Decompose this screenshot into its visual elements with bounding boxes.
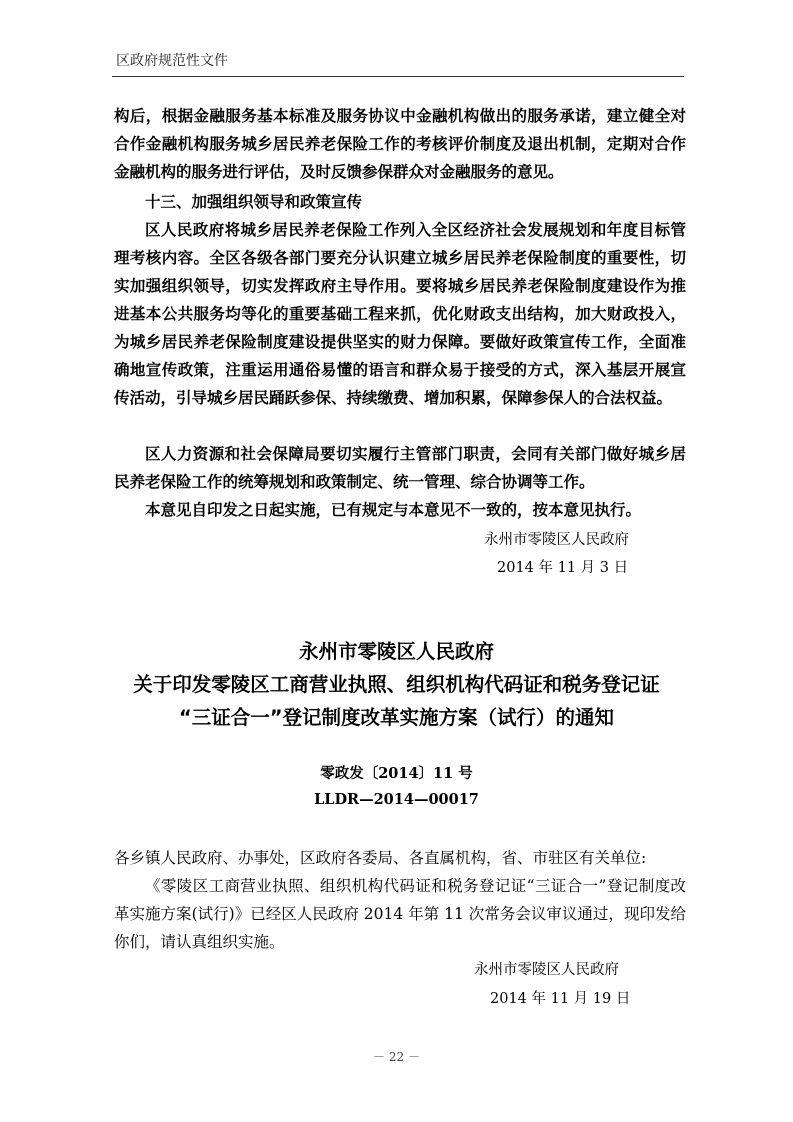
continuation-paragraph: 构后，根据金融服务基本标准及服务协议中金融机构做出的服务承诺，建立健全对合作金融机构服务城乡居民养老保险工作的考核评价制度及退出机制，定期对合作金融机构的服务进行评估，及时反馈参保群众对金融服务的意见。 [114,106,686,181]
notice-body: 《零陵区工商营业执照、组织机构代码证和税务登记证“三证合一”登记制度改革实施方案(试行)》已经区人民政府 2014 年第 11 次常务会议审议通过，现印发给你们，请认真组织实施。 [114,877,686,951]
document-number: 零政发〔2014〕11 号 [320,765,473,782]
section-13-paragraph-3: 本意见自印发之日起实施，已有规定与本意见不一致的，按本意见执行。 [145,500,642,519]
signature-1-org: 永州市零陵区人民政府 [484,532,629,548]
section-13-heading: 十三、加强组织领导和政策宣传 [145,193,363,211]
notice-title-line-2: 关于印发零陵区工商营业执照、组织机构代码证和税务登记证 [133,673,660,696]
signature-2-date: 2014 年 11 月 19 日 [490,991,631,1007]
document-code: LLDR—2014—00017 [314,791,479,808]
notice-title-line-3: “三证合一”登记制度改革实施方案（试行）的通知 [178,706,615,729]
document-type-header: 区政府规范性文件 [116,53,228,69]
section-13-paragraph-1: 区人民政府将城乡居民养老保险工作列入全区经济社会发展规划和年度目标管理考核内容。全区各级各部门要充分认识建立城乡居民养老保险制度的重要性，切实加强组织领导，切实发挥政府主导作用。要将城乡居民养老保险制度建设作为推进基本公共服务均等化的重要基础工程来抓，优化财政支出结构，加大财政投入，为城乡居民养老保险制度建设提供坚实的财力保障。要做好政策宣传工作，全面准确地宣传政策，注重运用通俗易懂的语言和群众易于接受的方式，深入基层开展宣传活动，引导城乡居民踊跃参保、持续缴费、增加积累，保障参保人的合法权益。 [114,220,686,407]
header-divider [112,76,684,77]
signature-2-org: 永州市零陵区人民政府 [474,962,619,978]
page-number: － 22 － [373,1050,420,1064]
recipients-line: 各乡镇人民政府、办事处，区政府各委局、各直属机构，省、市驻区有关单位: [114,849,647,867]
signature-1-date: 2014 年 11 月 3 日 [497,560,629,576]
section-13-paragraph-2: 区人力资源和社会保障局要切实履行主管部门职责，会同有关部门做好城乡居民养老保险工作的统筹规划和政策制定、统一管理、综合协调等工作。 [114,444,686,491]
notice-title-line-1: 永州市零陵区人民政府 [298,640,494,663]
